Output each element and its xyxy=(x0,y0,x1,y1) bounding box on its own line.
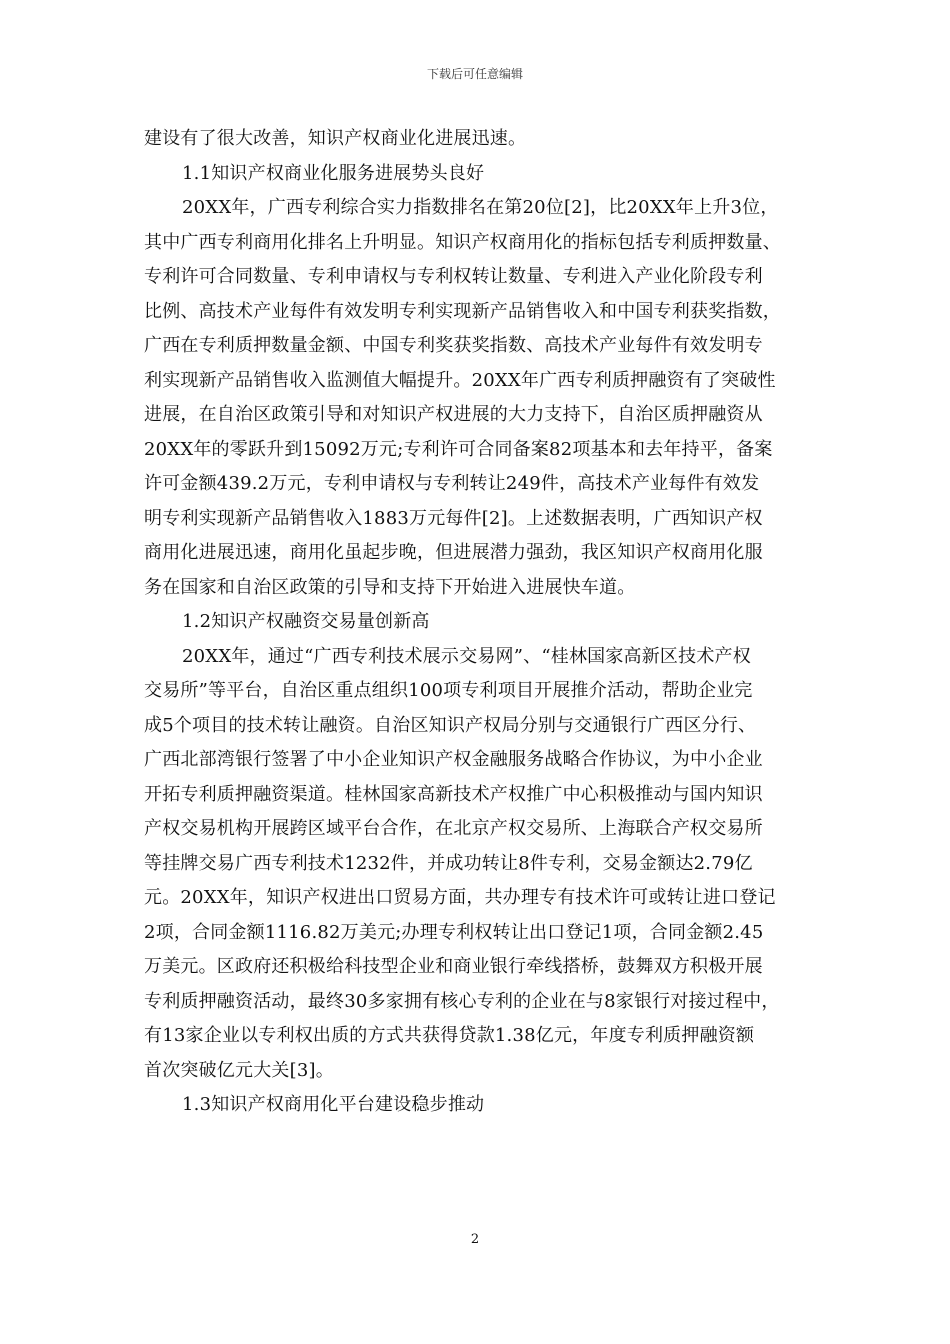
body-line: 成5个项目的技术转让融资。自治区知识产权局分别与交通银行广西区分行、 xyxy=(144,714,757,736)
body-line: 广西在专利质押数量金额、中国专利奖获奖指数、高技术产业每件有效发明专 xyxy=(144,335,763,356)
section-heading: 1.1知识产权商业化服务进展势头良好 xyxy=(182,162,485,184)
body-line: 产权交易机构开展跨区域平台合作，在北京产权交易所、上海联合产权交易所 xyxy=(144,818,763,839)
body-line: 交易所”等平台，自治区重点组织100项专利项目开展推介活动，帮助企业完 xyxy=(144,680,753,701)
body-line: 开拓专利质押融资渠道。桂林国家高新技术产权推广中心积极推动与国内知识 xyxy=(144,783,763,805)
document-body xyxy=(144,122,812,1123)
body-line: 20XX年，广西专利综合实力指数排名在第20位[2]，比20XX年上升3位， xyxy=(182,197,779,218)
body-line: 20XX年，通过“广西专利技术展示交易网”、“桂林国家高新区技术产权 xyxy=(182,645,751,667)
body-line: 2项，合同金额1116.82万美元;办理专利权转让出口登记1项，合同金额2.45 xyxy=(144,921,764,943)
body-line: 比例、高技术产业每件有效发明专利实现新产品销售收入和中国专利获奖指数， xyxy=(144,300,781,322)
body-line: 明专利实现新产品销售收入1883万元每件[2]。上述数据表明，广西知识产权 xyxy=(144,507,763,529)
body-line: 元。20XX年，知识产权进出口贸易方面，共办理专有技术许可或转让进口登记 xyxy=(144,887,776,908)
body-line: 建设有了很大改善，知识产权商业化进展迅速。 xyxy=(144,128,527,149)
body-line: 许可金额439.2万元，专利申请权与专利转让249件，高技术产业每件有效发 xyxy=(144,473,760,494)
section-heading: 1.3知识产权商用化平台建设稳步推动 xyxy=(182,1094,485,1115)
section-heading: 1.2知识产权融资交易量创新高 xyxy=(182,611,430,632)
body-line: 其中广西专利商用化排名上升明显。知识产权商用化的指标包括专利质押数量、 xyxy=(144,231,781,253)
body-line: 商用化进展迅速，商用化虽起步晚，但进展潜力强劲，我区知识产权商用化服 xyxy=(144,542,763,563)
page-number: 2 xyxy=(470,1232,480,1247)
body-line: 专利质押融资活动，最终30多家拥有核心专利的企业在与8家银行对接过程中， xyxy=(144,990,780,1012)
body-line: 等挂牌交易广西专利技术1232件，并成功转让8件专利，交易金额达2.79亿 xyxy=(144,852,753,874)
body-line: 万美元。区政府还积极给科技型企业和商业银行牵线搭桥，鼓舞双方积极开展 xyxy=(144,956,763,977)
body-line: 务在国家和自治区政策的引导和支持下开始进入进展快车道。 xyxy=(144,576,636,598)
body-line: 利实现新产品销售收入监测值大幅提升。20XX年广西专利质押融资有了突破性 xyxy=(144,369,776,391)
page-header: 下载后可任意编辑 xyxy=(426,67,523,81)
body-line: 进展，在自治区政策引导和对知识产权进展的大力支持下，自治区质押融资从 xyxy=(144,404,763,425)
body-line: 20XX年的零跃升到15092万元;专利许可合同备案82项基本和去年持平，备案 xyxy=(144,438,773,460)
body-line: 有13家企业以专利权出质的方式共获得贷款1.38亿元，年度专利质押融资额 xyxy=(144,1025,755,1046)
body-line: 专利许可合同数量、专利申请权与专利权转让数量、专利进入产业化阶段专利 xyxy=(144,266,763,287)
body-line: 首次突破亿元大关[3]。 xyxy=(144,1059,334,1081)
body-line: 广西北部湾银行签署了中小企业知识产权金融服务战略合作协议，为中小企业 xyxy=(144,749,763,770)
